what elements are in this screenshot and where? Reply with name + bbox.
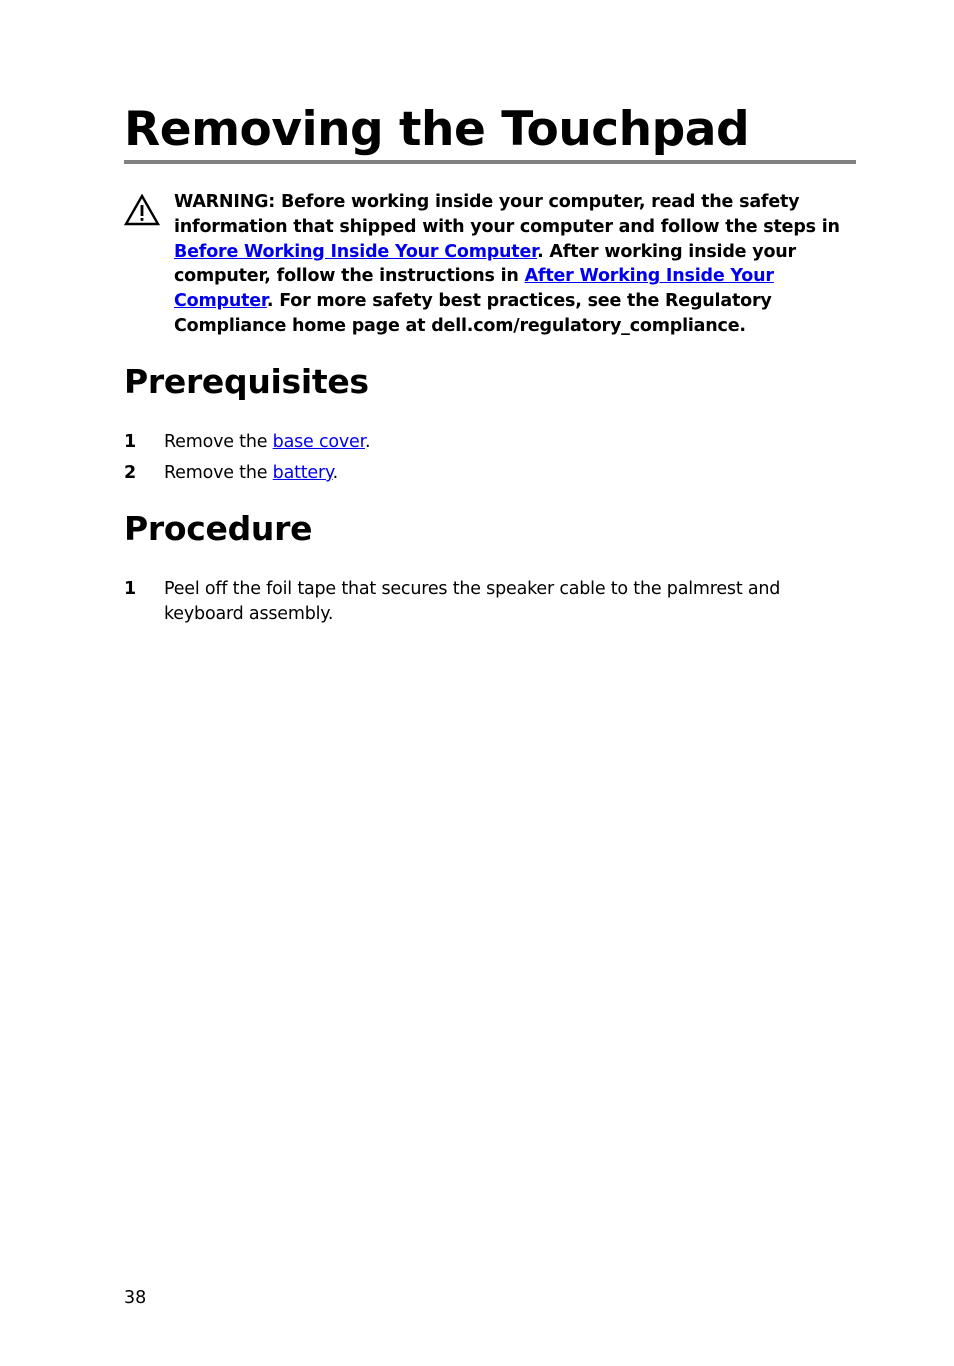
step-text <box>164 430 856 455</box>
step-text-suffix: . <box>332 463 339 483</box>
warning-text-part: . For more safety best practices, see the Regulatory Compliance home page at dell.com/regulatory_compliance. <box>174 291 772 336</box>
warning-text-part: WARNING: Before working inside your computer, read the safety information that shipped with your computer and follow the steps in <box>174 192 840 237</box>
warning-text <box>174 190 856 339</box>
step-number: 1 <box>124 579 136 599</box>
procedure-heading: Procedure <box>124 509 313 548</box>
page-number: 38 <box>124 1288 147 1308</box>
title-divider <box>124 160 856 164</box>
warning-text-part: . After working inside your computer, follow the instructions in <box>174 241 796 287</box>
step-text-prefix: Remove the <box>164 432 273 452</box>
base-cover-link[interactable]: base cover <box>272 432 365 452</box>
warning-triangle-icon <box>124 194 160 226</box>
before-working-link[interactable]: Before Working Inside Your Computer <box>174 241 538 262</box>
step-number: 1 <box>124 432 136 452</box>
after-working-link[interactable]: After Working Inside Your Computer <box>174 266 774 312</box>
step-text-prefix: Remove the <box>164 463 273 483</box>
prerequisites-heading: Prerequisites <box>124 362 369 401</box>
step-text <box>164 461 856 486</box>
step-text-suffix: . <box>365 432 371 452</box>
step-number: 2 <box>124 463 136 483</box>
step-text: Peel off the foil tape that secures the speaker cable to the palmrest and keyboard assembly. <box>164 579 781 624</box>
battery-link[interactable]: battery <box>272 463 333 483</box>
page-title: Removing the Touchpad <box>124 102 750 157</box>
